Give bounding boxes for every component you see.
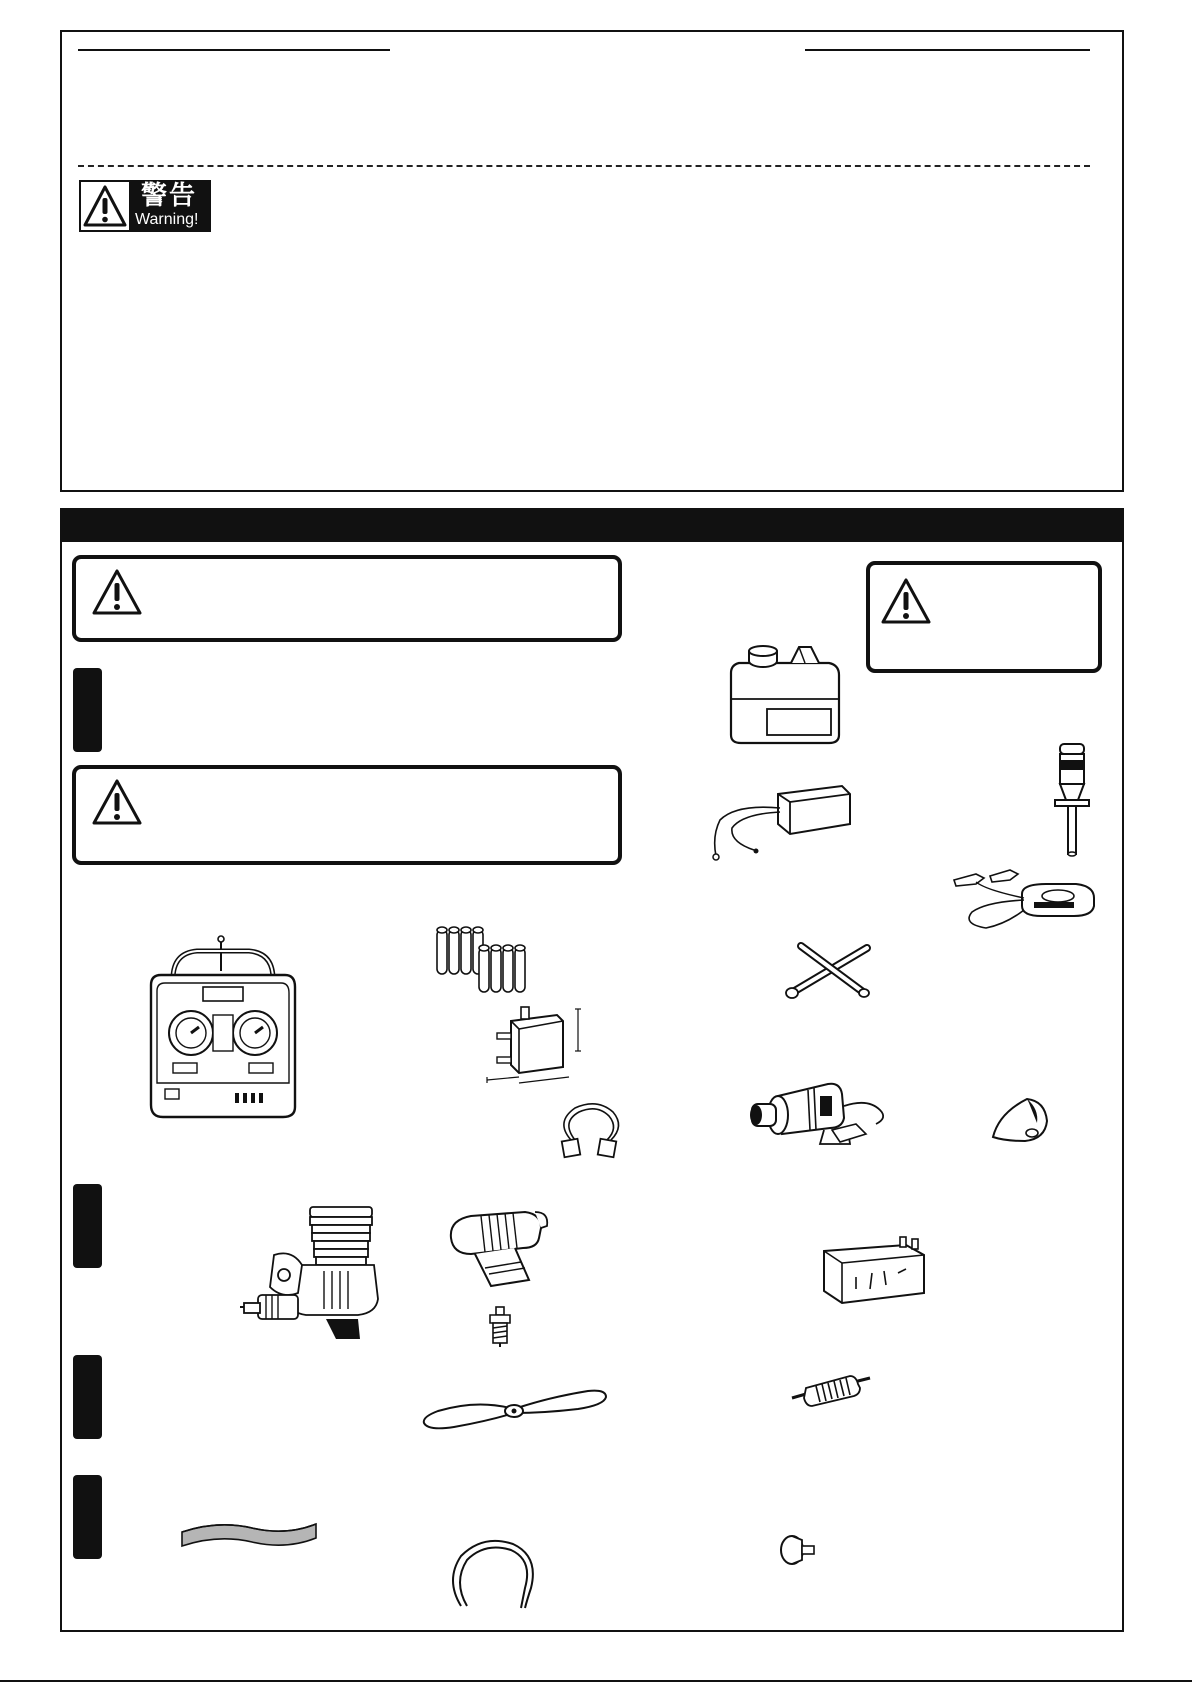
fuel-tube-icon [443, 1530, 548, 1612]
warning-badge-cn: 警告 [141, 181, 198, 211]
caution-triangle-icon [91, 568, 143, 616]
glow-starter-icon [946, 868, 1101, 938]
equipment-header-bar [60, 508, 1124, 542]
extension-cable-icon [553, 1098, 625, 1162]
section-tab-2 [73, 1184, 102, 1268]
warning-badge-en: Warning! [135, 211, 199, 228]
servo-icon [483, 1003, 595, 1095]
propeller-icon [418, 1383, 610, 1433]
caution-box-3 [866, 561, 1102, 673]
receiver-battery-icon [820, 1233, 932, 1311]
warning-badge-icon-box [79, 180, 131, 232]
section-tab-1 [73, 668, 102, 752]
section-tab-3 [73, 1355, 102, 1439]
transmitter-icon [143, 935, 303, 1125]
fuel-tank-icon [725, 643, 845, 748]
fuel-filter-icon [790, 1368, 872, 1406]
spinner-nut-icon [778, 1532, 818, 1568]
top-right-rule [805, 49, 1090, 51]
cross-wrench-icon [785, 940, 875, 1000]
warning-badge-label-box [131, 180, 211, 232]
caution-triangle-icon [880, 577, 932, 625]
exclamation-triangle-icon [81, 182, 129, 230]
page-bottom-rule [0, 1680, 1192, 1682]
charger-icon [706, 776, 856, 861]
dashed-divider [78, 165, 1090, 167]
top-left-rule [78, 49, 390, 51]
batteries-icon [435, 922, 535, 994]
glow-plug-driver-icon [1052, 738, 1092, 860]
foam-sponge-icon [178, 1518, 320, 1558]
caution-box-2 [72, 765, 622, 865]
muffler-icon [445, 1208, 550, 1296]
glow-plug-icon [484, 1305, 516, 1347]
warning-badge [79, 180, 211, 232]
caution-triangle-icon [91, 778, 143, 826]
engine-icon [240, 1195, 388, 1340]
top-notice-frame [60, 30, 1124, 492]
spinner-cone-icon [985, 1095, 1055, 1145]
caution-box-1 [72, 555, 622, 642]
section-tab-4 [73, 1475, 102, 1559]
electric-starter-icon [748, 1078, 893, 1150]
